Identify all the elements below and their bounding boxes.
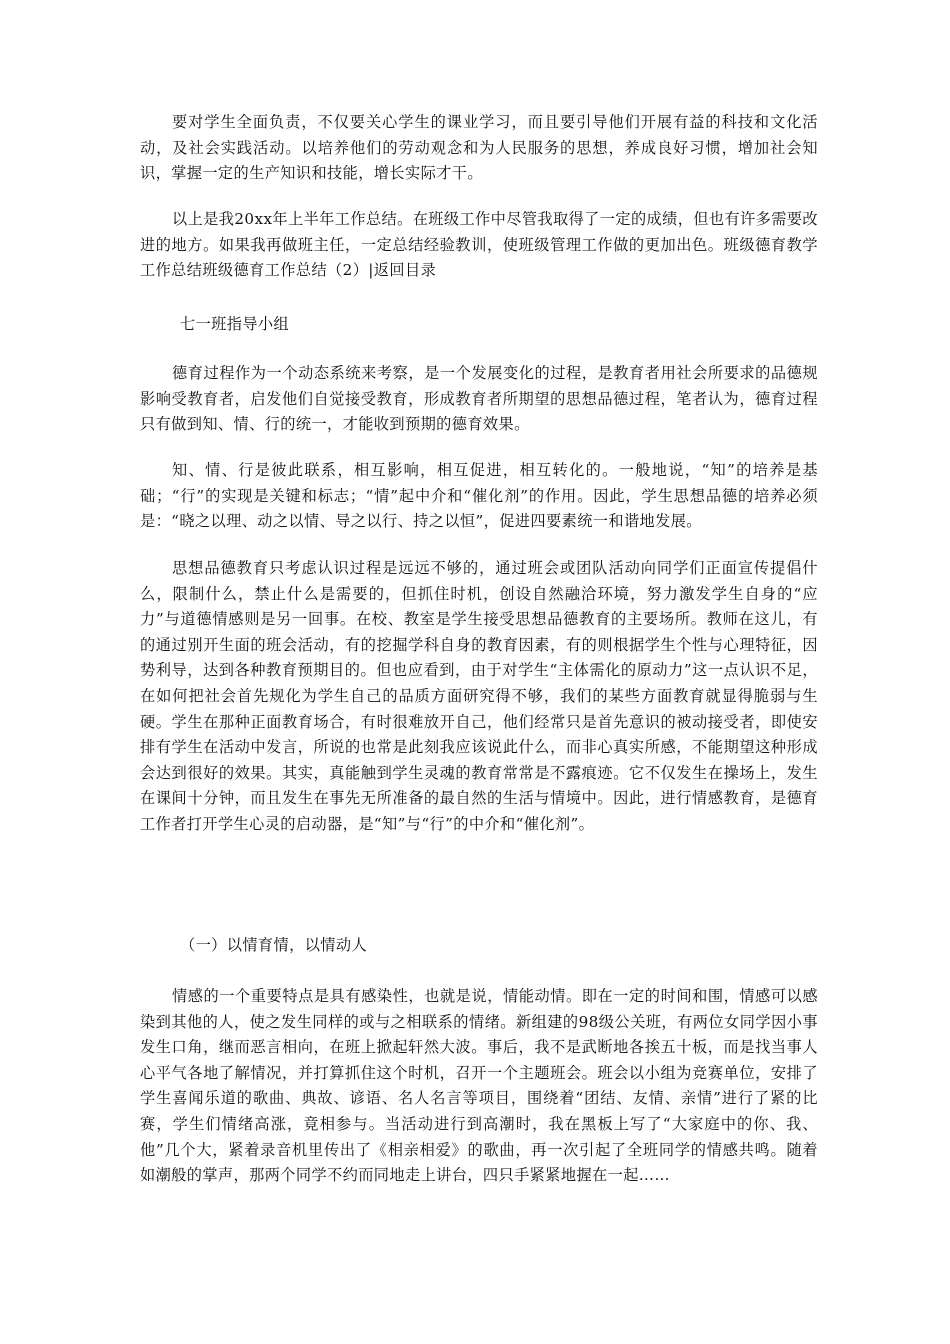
paragraph-summary-conclusion: 以上是我20xx年上半年工作总结。在班级工作中尽管我取得了一定的成绩，但也有许多需要改进的地方。如果我再做班主任，一定总结经验教训，使班级管理工作做的更加出色。班级德育教学工作总结班级德育工作总结（2）|返回目录 (140, 210, 818, 280)
paragraph-ideological-education: 思想品德教育只考虑认识过程是远远不够的，通过班会或团队活动向同学们正面宣传提倡什么，限制什么，禁止什么是需要的，但抓住时机，创设自然融洽环境，努力激发学生自身的“应力”与道德情感则是另一回事。在校、教室是学生接受思想品德教育的主要场所。教师在这儿，有的通过别开生面的班会活动，有的挖掘学科自身的教育因素，有的则根据学生个性与心理特征，因势利导，达到各种教育预期目的。但也应看到，由于对学生“主体需化的原动力”这一点认识不足，在如何把社会首先规化为学生自己的品质方面研究得不够，我们的某些方面教育就显得脆弱与生硬。学生在那种正面教育场合，有时很难放开自己，他们经常只是首先意识的被动接受者，即使安排有学生在活动中发言，所说的也常是此刻我应该说此什么，而非心真实所感，不能期望这种形成会达到很好的效果。其实，真能触到学生灵魂的教育常常是不露痕迹。它不仅发生在操场上，发生在课间十分钟，而且发生在事先无所准备的最自然的生活与情境中。因此，进行情感教育，是德育工作者打开学生心灵的启动器，是“知”与“行”的中介和“催化剂”。 (140, 559, 818, 833)
section-heading-emotion: （一）以情育情，以情动人 (180, 936, 368, 954)
paragraph-emotion-contagion: 情感的一个重要特点是具有感染性，也就是说，情能动情。即在一定的时间和围，情感可以感染到其他的人，使之发生同样的或与之相联系的情绪。新组建的98级公关班，有两位女同学因小事发生口角，继而恶言相向，在班上掀起轩然大波。事后，我不是武断地各挨五十板，而是找当事人心平气各地了解情况，并打算抓住这个时机，召开一个主题班会。班会以小组为竞赛单位，安排了学生喜闻乐道的歌曲、典故、谚语、名人名言等项目，围绕着“团结、友情、亲情”进行了紧的比赛，学生们情绪高涨，竟相参与。当活动进行到高潮时，我在黑板上写了“大家庭中的你、我、他”几个大，紧着录音机里传出了《相亲相爱》的歌曲，再一次引起了全班同学的情感共鸣。随着如潮般的掌声，那两个同学不约而同地走上讲台，四只手紧紧地握在一起…… (140, 987, 818, 1185)
section-heading-group: 七一班指导小组 (180, 315, 290, 333)
paragraph-know-feel-act: 知、情、行是彼此联系，相互影响，相互促进，相互转化的。一般地说，“知”的培养是基础；“行”的实现是关键和标志；“情”起中介和“催化剂”的作用。因此，学生思想品德的培养必须是：“晓之以理、动之以情、导之以行、持之以恒”，促进四要素统一和谐地发展。 (140, 461, 818, 531)
paragraph-responsibility: 要对学生全面负责，不仅要关心学生的课业学习，而且要引导他们开展有益的科技和文化活动，及社会实践活动。以培养他们的劳动观念和为人民服务的思想，养成良好习惯，增加社会知识，掌握一定的生产知识和技能，增长实际才干。 (140, 113, 818, 183)
paragraph-moral-process: 德育过程作为一个动态系统来考察，是一个发展变化的过程，是教育者用社会所要求的品德规影响受教育者，启发他们自觉接受教育，形成教育者所期望的思想品德过程，笔者认为，德育过程只有做到知、情、行的统一，才能收到预期的德育效果。 (140, 364, 818, 434)
